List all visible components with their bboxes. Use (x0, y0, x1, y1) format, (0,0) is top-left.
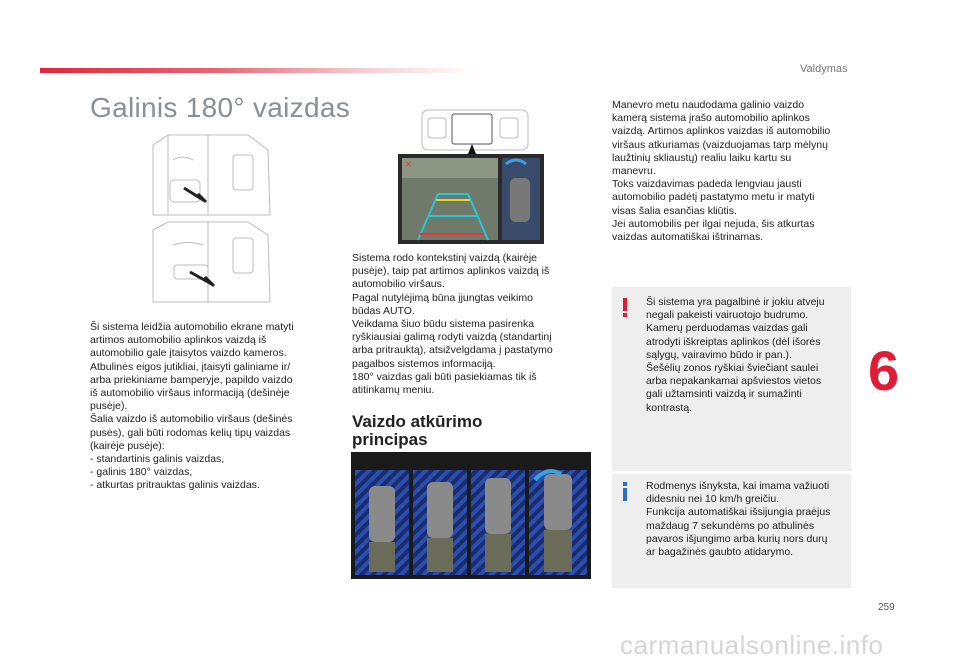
reconstruction-text: Manevro metu naudodama galinio vaizdo kamerą sistema įrašo automobilio aplinkos vaizdą. Artimos aplinkos vaizdas iš automobilio viršaus atkuriamas (vaizduojamas tarp mėlynų laužtinių skliaustų) realiu laiku kartu su manevru. Toks vaizdavimas padeda lengviau jausti automobilio padėtį pastatymo metu ir matyti visas šalia esančias kliūtis. Jei automobilis per ilgai nejuda, šis atkurtas vaizdas automatiškai ištrinamas. (612, 99, 831, 244)
page-title: Galinis 180° vaizdas (90, 92, 350, 123)
section-label: Valdymas (800, 63, 848, 75)
context-view-text: Sistema rodo kontekstinį vaizdą (kairėje pusėje), taip pat artimos aplinkos vaizdą iš automobilio viršaus. Pagal nutylėjimą būna įjungtas veikimo būdas AUTO. Veikdama šiuo būdu sistema pasirenka ryškiausiai galimą rodyti vaizdą (standartinį arba pritrauktą), atsižvelgdama į pastatymo pagalbos sistemos informaciją. 180° vaizdas gali būti pasiekiamas tik iš atitinkamų meniu. (352, 252, 553, 397)
van-rear-illustration (148, 130, 278, 310)
page-number: 259 (878, 602, 895, 613)
chapter-number: 6 (868, 339, 900, 402)
camera-view-image (398, 154, 544, 244)
svg-text:✕: ✕ (405, 160, 412, 169)
warning-icon (620, 296, 630, 318)
header-accent-bar (40, 68, 480, 73)
warning-text: Ši sistema yra pagalbinė ir jokiu atveju negali pakeisti vairuotojo budrumo. Kamerų perduodamas vaizdas gali atrodyti iškreiptas aplinkos (dėl išorės sąlygų, vairavimo būdo ir pan.). Šešėlių zonos ryškiai šviečiant saulei arba nepakankamai apšviestos vietos gali užtamsinti vaizdą ir sumažinti kontrastą. (646, 296, 825, 414)
arrow-icon (184, 188, 206, 202)
section-heading: Vaizdo atkūrimo principas (352, 412, 483, 449)
watermark: carmanualsonline.info (620, 630, 884, 660)
info-icon (620, 480, 630, 502)
reconstruction-principle-image (351, 452, 591, 579)
info-text: Rodmenys išnyksta, kai imama važiuoti didesniu nei 10 km/h greičiu. Funkcija automatiškai išsijungia praėjus maždaug 7 sekundėms po atbulinės pavaros išjungimo arba kurių nors durų ar bagažinės gaubto atidarymo. (646, 480, 831, 559)
intro-text: Ši sistema leidžia automobilio ekrane matyti artimos automobilio aplinkos vaizdą iš automobilio gale įtaisytos vaizdo kameros. Atbulinės eigos jutikliai, įtaisyti galiniame ir/ arba priekiniame bamperyje, papildo vaizdo iš automobilio viršaus informaciją (dešinėje pusėje). Šalia vaizdo iš automobilio viršaus (dešinės pusės), gali būti rodomas kelių tipų vaizdas (kairėje pusėje): - standartinis galinis vaizdas, - galinis 180° vaizdas, - atkurtas pritrauktas galinis vaizdas. (90, 321, 294, 492)
dashboard-screen-illustration (420, 108, 530, 156)
